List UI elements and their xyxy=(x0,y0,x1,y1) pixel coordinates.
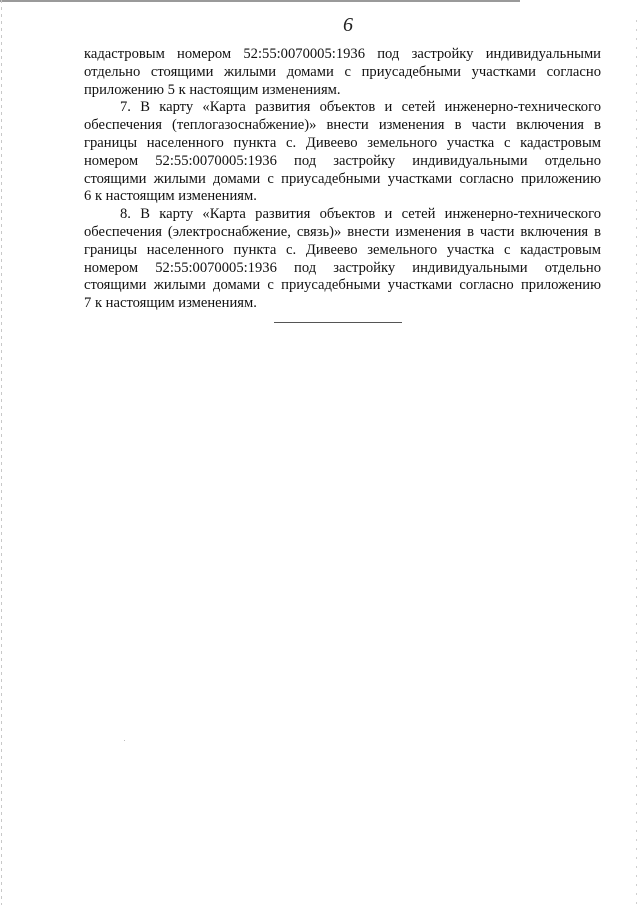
scan-right-edge xyxy=(636,20,637,905)
text-line: обеспечения (электроснабжение, связь)» внести изменения в части включения в xyxy=(84,223,601,240)
text-line: границы населенного пункта с. Дивеево земельного участка с кадастровым xyxy=(84,134,601,151)
scan-speck xyxy=(124,740,125,741)
paragraph-continuation xyxy=(84,46,601,99)
text-line: номером 52:55:0070005:1936 под застройку индивидуальными отдельно xyxy=(84,152,601,169)
text-line: приложению 5 к настоящим изменениям. xyxy=(84,81,341,98)
paragraph-item-8 xyxy=(84,206,601,313)
text-line: стоящими жилыми домами с приусадебными участками согласно приложению xyxy=(84,170,601,187)
page-number: 6 xyxy=(343,14,353,36)
scan-left-edge xyxy=(1,0,2,905)
text-line: обеспечения (теплогазоснабжение)» внести изменения в части включения в xyxy=(84,117,601,134)
text-line: 7. В карту «Карта развития объектов и сетей инженерно-технического xyxy=(120,99,601,116)
text-line: отдельно стоящими жилыми домами с приусадебными участками согласно xyxy=(84,63,601,80)
paragraph-item-7 xyxy=(84,99,601,206)
text-line: стоящими жилыми домами с приусадебными участками согласно приложению xyxy=(84,277,601,294)
text-line: номером 52:55:0070005:1936 под застройку индивидуальными отдельно xyxy=(84,259,601,276)
text-line: 6 к настоящим изменениям. xyxy=(84,188,257,205)
document-body xyxy=(84,46,601,313)
text-line: 8. В карту «Карта развития объектов и сетей инженерно-технического xyxy=(120,206,601,223)
text-line: кадастровым номером 52:55:0070005:1936 под застройку индивидуальными xyxy=(84,46,601,62)
scan-top-edge-line xyxy=(0,0,520,2)
text-line: 7 к настоящим изменениям. xyxy=(84,295,257,312)
end-of-text-rule xyxy=(274,322,402,323)
text-line: границы населенного пункта с. Дивеево земельного участка с кадастровым xyxy=(84,241,601,258)
